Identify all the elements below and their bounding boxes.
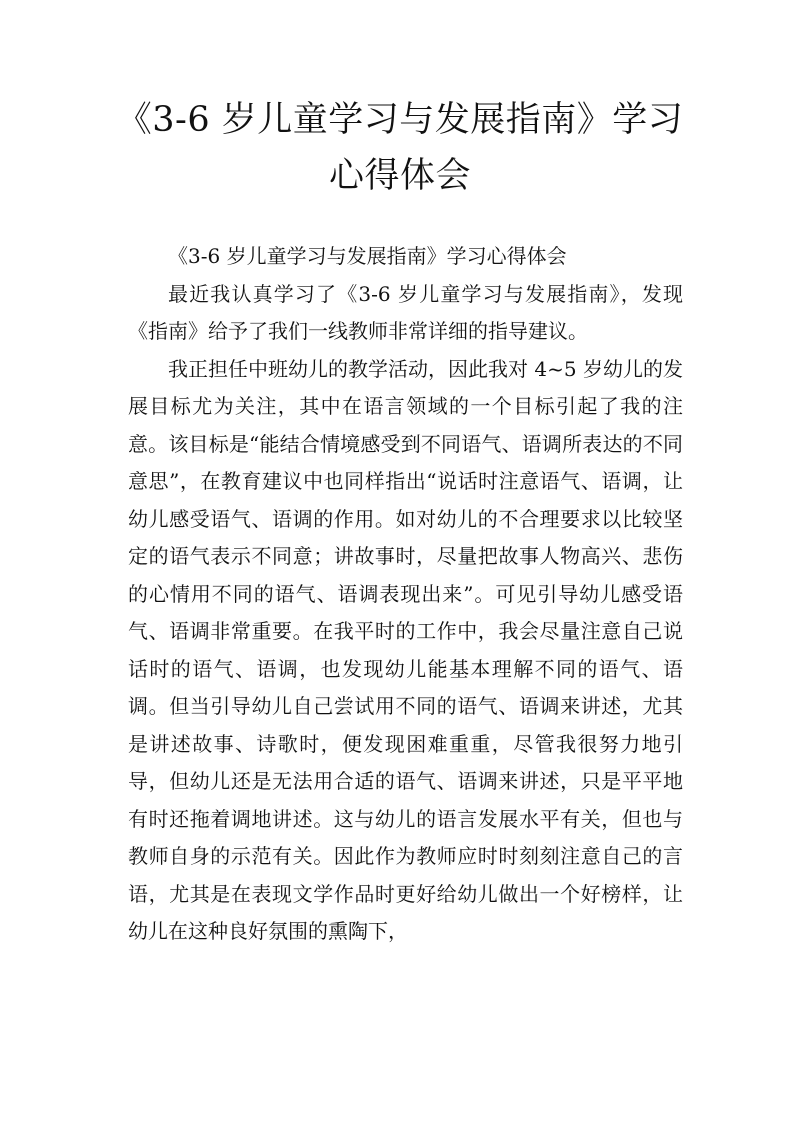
- paragraph-main: 我正担任中班幼儿的教学活动，因此我对 4~5 岁幼儿的发展目标尤为关注，其中在语言领域的一个目标引起了我的注意。该目标是“能结合情境感受到不同语气、语调所表达的不同意思”，在教育建议中也同样指出“说话时注意语气、语调，让幼儿感受语气、语调的作用。如对幼儿的不合理要求以比较坚定的语气表示不同意；讲故事时，尽量把故事人物高兴、悲伤的心情用不同的语气、语调表现出来”。可见引导幼儿感受语气、语调非常重要。在我平时的工作中，我会尽量注意自己说话时的语气、语调，也发现幼儿能基本理解不同的语气、语调。但当引导幼儿自己尝试用不同的语气、语调来讲述，尤其是讲述故事、诗歌时，便发现困难重重，尽管我很努力地引导，但幼儿还是无法用合适的语气、语调来讲述，只是平平地有时还拖着调地讲述。这与幼儿的语言发展水平有关，但也与教师自身的示范有关。因此作为教师应时时刻刻注意自己的言语，尤其是在表现文学作品时更好给幼儿做出一个好榜样，让幼儿在这种良好氛围的熏陶下，: [128, 356, 683, 943]
- paragraph-intro: 最近我认真学习了《3-6 岁儿童学习与发展指南》，发现《指南》给予了我们一线教师非常详细的指导建议。: [128, 281, 683, 343]
- document-title: 《3-6 岁儿童学习与发展指南》学习心得体会: [116, 100, 684, 196]
- paragraph-subtitle: 《3-6 岁儿童学习与发展指南》学习心得体会: [168, 244, 567, 268]
- document-body: [128, 238, 683, 951]
